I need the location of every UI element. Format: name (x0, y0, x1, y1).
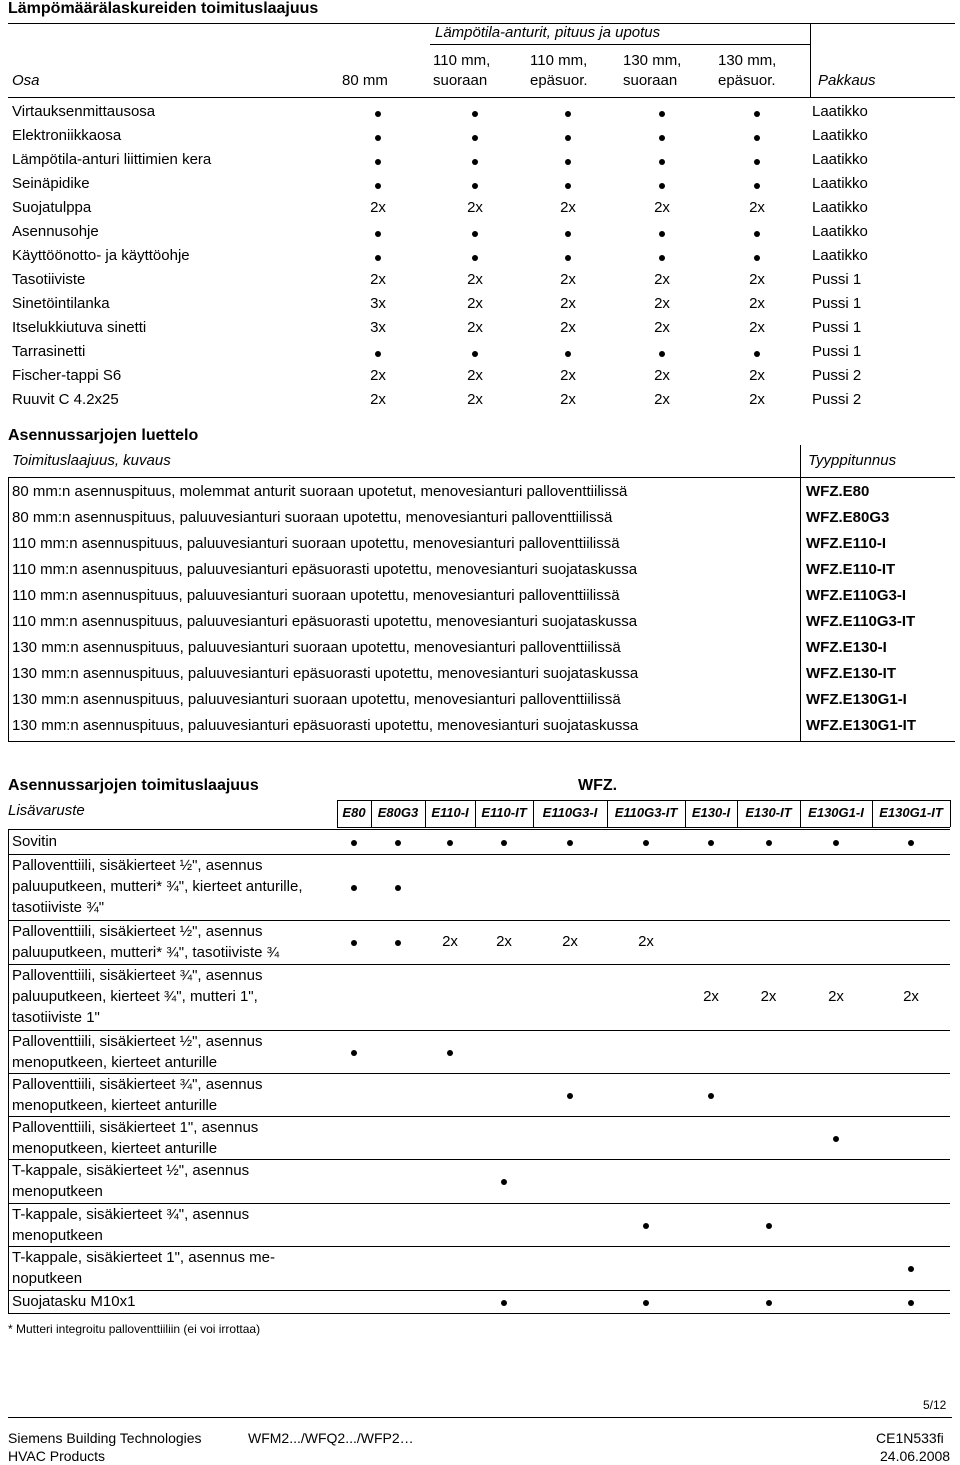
sensor-col-header-line2: suoraan (433, 72, 488, 89)
type-header-divider (737, 800, 738, 827)
included-bullet (351, 1050, 357, 1056)
included-bullet (351, 940, 357, 946)
quantity-value: 2x (654, 319, 670, 336)
sensor-col-header-line2: epäsuor. (530, 72, 588, 89)
sensor-col-header-line1: 130 mm, (623, 52, 682, 69)
type-header-divider (337, 800, 338, 827)
type-col-header: E130-IT (745, 805, 792, 820)
quantity-value: 2x (638, 933, 654, 950)
accessory-description: Palloventtiili, sisäkierteet 1", asennus menoputkeen, kierteet anturille (12, 1119, 259, 1157)
part-name: Itselukkiutuva sinetti (12, 319, 147, 336)
included-bullet (375, 351, 381, 357)
kit-type-code: WFZ.E110G3-IT (806, 613, 916, 630)
type-col-header: E130G1-IT (879, 805, 943, 820)
quantity-value: 2x (560, 319, 576, 336)
included-bullet (708, 840, 714, 846)
kit-description: 80 mm:n asennuspituus, molemmat anturit suoraan upotetut, menovesianturi palloventtiilissä (12, 483, 628, 500)
included-bullet (754, 111, 760, 117)
kit-description: 130 mm:n asennuspituus, paluuvesianturi epäsuorasti upotettu, menovesianturi suojataskussa (12, 717, 639, 734)
included-bullet (659, 351, 665, 357)
row-rule (8, 1313, 950, 1314)
included-bullet (351, 885, 357, 891)
included-bullet (501, 1179, 507, 1185)
section3-left-border (8, 829, 9, 1313)
section2-header-rule (8, 477, 955, 478)
type-header-divider (685, 800, 686, 827)
included-bullet (501, 840, 507, 846)
kit-type-code: WFZ.E130G1-I (806, 691, 907, 708)
included-bullet (395, 840, 401, 846)
type-col-header: E130G1-I (808, 805, 864, 820)
sensor-group-header: Lämpötila-anturit, pituus ja upotus (435, 24, 661, 41)
section3-title: Asennussarjojen toimituslaajuus (8, 777, 259, 794)
package-value: Laatikko (812, 127, 868, 144)
kit-type-code: WFZ.E110-IT (806, 561, 896, 578)
included-bullet (754, 231, 760, 237)
group-header-rule (430, 44, 810, 45)
col-pakkaus-header: Pakkaus (818, 72, 876, 89)
kit-description: 130 mm:n asennuspituus, paluuvesianturi suoraan upotettu, menovesianturi palloventtiilissä (12, 691, 621, 708)
quantity-value: 2x (467, 295, 483, 312)
sensor-col-header-line2: epäsuor. (718, 72, 776, 89)
accessory-description: Palloventtiili, sisäkierteet ½", asennus paluuputkeen, mutteri* ¾", tasotiiviste ¾ (12, 923, 280, 961)
included-bullet (754, 351, 760, 357)
quantity-value: 2x (654, 391, 670, 408)
part-name: Suojatulppa (12, 199, 92, 216)
quantity-value: 2x (749, 367, 765, 384)
package-value: Pussi 1 (812, 319, 862, 336)
kit-description: 80 mm:n asennuspituus, paluuvesianturi suoraan upotettu, menovesianturi palloventtiilissä (12, 509, 613, 526)
kit-description: 110 mm:n asennuspituus, paluuvesianturi epäsuorasti upotettu, menovesianturi suojataskussa (12, 561, 638, 578)
included-bullet (565, 111, 571, 117)
quantity-value: 2x (560, 391, 576, 408)
package-value: Laatikko (812, 175, 868, 192)
included-bullet (447, 840, 453, 846)
col-osa-header: Osa (12, 72, 40, 89)
part-name: Tarrasinetti (12, 343, 86, 360)
header-divider (810, 23, 811, 97)
kit-type-code: WFZ.E110G3-I (806, 587, 907, 604)
included-bullet (643, 840, 649, 846)
accessory-description: Palloventtiili, sisäkierteet ¾", asennus menoputkeen, kierteet anturille (12, 1076, 263, 1114)
quantity-value: 2x (560, 199, 576, 216)
accessory-description: T-kappale, sisäkierteet 1", asennus me-noputkeen (12, 1249, 275, 1287)
part-name: Lämpötila-anturi liittimien kera (12, 151, 212, 168)
package-value: Pussi 1 (812, 343, 862, 360)
type-header-divider (950, 800, 951, 827)
included-bullet (659, 159, 665, 165)
part-name: Elektroniikkaosa (12, 127, 122, 144)
included-bullet (472, 231, 478, 237)
included-bullet (375, 159, 381, 165)
quantity-value: 2x (749, 199, 765, 216)
package-value: Laatikko (812, 199, 868, 216)
quantity-value: 2x (654, 367, 670, 384)
footer-rule (8, 1417, 952, 1418)
part-name: Seinäpidike (12, 175, 90, 192)
quantity-value: 3x (370, 319, 386, 336)
quantity-value: 2x (654, 295, 670, 312)
kit-type-code: WFZ.E80 (806, 483, 870, 500)
accessory-description: Palloventtiili, sisäkierteet ¾", asennus paluuputkeen, kierteet ¾", mutteri 1", tasotiiviste 1" (12, 967, 263, 1026)
quantity-value: 2x (749, 271, 765, 288)
included-bullet (754, 183, 760, 189)
quantity-value: 2x (370, 391, 386, 408)
section2-left-border (8, 477, 9, 742)
included-bullet (395, 885, 401, 891)
kit-description: 130 mm:n asennuspituus, paluuvesianturi epäsuorasti upotettu, menovesianturi suojataskussa (12, 665, 639, 682)
kit-type-code: WFZ.E130-IT (806, 665, 897, 682)
header-bottom-rule (8, 97, 955, 98)
quantity-value: 2x (467, 391, 483, 408)
quantity-value: 2x (749, 295, 765, 312)
quantity-value: 2x (903, 988, 919, 1005)
page-number: 5/12 (923, 1398, 947, 1412)
sensor-col-header-line1: 110 mm, (530, 52, 588, 69)
included-bullet (447, 1050, 453, 1056)
type-col-header: E110-IT (481, 805, 527, 820)
footer-date: 24.06.2008 (880, 1448, 951, 1464)
included-bullet (565, 231, 571, 237)
included-bullet (472, 255, 478, 261)
included-bullet (501, 1300, 507, 1306)
quantity-value: 2x (749, 319, 765, 336)
type-col-header: E110G3-IT (614, 805, 678, 820)
included-bullet (754, 255, 760, 261)
col-type-header: Tyyppitunnus (808, 452, 897, 469)
accessory-description: Palloventtiili, sisäkierteet ½", asennus paluuputkeen, mutteri* ¾", kierteet anturille, tasotiiviste ¾" (12, 857, 303, 916)
included-bullet (643, 1300, 649, 1306)
included-bullet (908, 1266, 914, 1272)
included-bullet (833, 840, 839, 846)
type-header-divider (872, 800, 873, 827)
package-value: Pussi 1 (812, 295, 862, 312)
kit-description: 110 mm:n asennuspituus, paluuvesianturi epäsuorasti upotettu, menovesianturi suojataskussa (12, 613, 638, 630)
accessory-description: T-kappale, sisäkierteet ¾", asennus menoputkeen (12, 1206, 250, 1244)
included-bullet (766, 1223, 772, 1229)
quantity-value: 2x (467, 199, 483, 216)
sensor-col-header-line2: suoraan (623, 72, 678, 89)
quantity-value: 2x (828, 988, 844, 1005)
kit-type-code: WFZ.E80G3 (806, 509, 890, 526)
wfz-label: WFZ. (578, 777, 618, 794)
included-bullet (375, 111, 381, 117)
quantity-value: 2x (442, 933, 458, 950)
sensor-col-header: 80 mm (342, 72, 388, 89)
footer-product: WFM2.../WFQ2.../WFP2… (248, 1430, 414, 1446)
quantity-value: 3x (370, 295, 386, 312)
package-value: Laatikko (812, 151, 868, 168)
quantity-value: 2x (467, 319, 483, 336)
kit-type-code: WFZ.E130-I (806, 639, 887, 656)
quantity-value: 2x (560, 271, 576, 288)
included-bullet (375, 255, 381, 261)
quantity-value: 2x (749, 391, 765, 408)
included-bullet (395, 940, 401, 946)
package-value: Laatikko (812, 247, 868, 264)
included-bullet (708, 1093, 714, 1099)
col-desc-header: Toimituslaajuus, kuvaus (12, 452, 171, 469)
sensor-col-header-line1: 110 mm, (433, 52, 491, 69)
package-value: Laatikko (812, 223, 868, 240)
package-value: Pussi 2 (812, 391, 862, 408)
type-header-divider (533, 800, 534, 827)
type-col-header: E110G3-I (542, 805, 598, 820)
section1-title: Lämpömäärälaskureiden toimituslaajuus (8, 0, 319, 17)
quantity-value: 2x (496, 933, 512, 950)
quantity-value: 2x (370, 367, 386, 384)
kit-description: 110 mm:n asennuspituus, paluuvesianturi suoraan upotettu, menovesianturi palloventtiilissä (12, 535, 620, 552)
package-value: Laatikko (812, 103, 868, 120)
footnote: * Mutteri integroitu palloventtiiliin (ei voi irrottaa) (8, 1322, 261, 1336)
included-bullet (659, 231, 665, 237)
included-bullet (565, 159, 571, 165)
included-bullet (908, 840, 914, 846)
sensor-col-header-line1: 130 mm, (718, 52, 777, 69)
package-value: Pussi 1 (812, 271, 862, 288)
included-bullet (565, 183, 571, 189)
included-bullet (565, 135, 571, 141)
included-bullet (659, 183, 665, 189)
section2-divider (800, 445, 801, 742)
included-bullet (766, 1300, 772, 1306)
included-bullet (375, 135, 381, 141)
type-header-top-rule (337, 800, 950, 801)
included-bullet (908, 1300, 914, 1306)
included-bullet (472, 351, 478, 357)
included-bullet (567, 840, 573, 846)
included-bullet (565, 351, 571, 357)
type-header-divider (607, 800, 608, 827)
accessory-description: Suojatasku M10x1 (12, 1293, 136, 1310)
quantity-value: 2x (654, 271, 670, 288)
section3-top-rule (8, 829, 950, 830)
part-name: Fischer-tappi S6 (12, 367, 122, 384)
type-header-bottom-rule (337, 827, 950, 828)
type-col-header: E80 (342, 805, 366, 820)
part-name: Asennusohje (12, 223, 99, 240)
kit-description: 130 mm:n asennuspituus, paluuvesianturi suoraan upotettu, menovesianturi palloventtiilissä (12, 639, 621, 656)
quantity-value: 2x (654, 199, 670, 216)
included-bullet (351, 840, 357, 846)
included-bullet (567, 1093, 573, 1099)
included-bullet (833, 1136, 839, 1142)
part-name: Sinetöintilanka (12, 295, 110, 312)
included-bullet (754, 159, 760, 165)
type-col-header: E130-I (691, 805, 731, 820)
included-bullet (472, 111, 478, 117)
quantity-value: 2x (760, 988, 777, 1005)
included-bullet (659, 135, 665, 141)
quantity-value: 2x (467, 271, 483, 288)
accessory-description: Sovitin (12, 833, 58, 850)
included-bullet (375, 231, 381, 237)
type-col-header: E110-I (431, 805, 469, 820)
footer-doc-id: CE1N533fi (876, 1430, 944, 1446)
part-name: Ruuvit C 4.2x25 (12, 391, 119, 408)
quantity-value: 2x (703, 988, 719, 1005)
kit-description: 110 mm:n asennuspituus, paluuvesianturi suoraan upotettu, menovesianturi palloventtiilissä (12, 587, 620, 604)
part-name: Virtauksenmittausosa (12, 103, 156, 120)
included-bullet (565, 255, 571, 261)
included-bullet (472, 135, 478, 141)
kit-type-code: WFZ.E130G1-IT (806, 717, 917, 734)
kit-type-code: WFZ.E110-I (806, 535, 887, 552)
included-bullet (375, 183, 381, 189)
included-bullet (472, 159, 478, 165)
type-header-divider (371, 800, 372, 827)
quantity-value: 2x (467, 367, 483, 384)
footer-company: Siemens Building Technologies (8, 1430, 202, 1446)
footer-division: HVAC Products (8, 1448, 105, 1464)
accessory-description: T-kappale, sisäkierteet ½", asennus menoputkeen (12, 1162, 250, 1200)
included-bullet (754, 135, 760, 141)
included-bullet (766, 840, 772, 846)
type-col-header: E80G3 (377, 805, 419, 820)
included-bullet (659, 111, 665, 117)
included-bullet (472, 183, 478, 189)
quantity-value: 2x (370, 199, 386, 216)
quantity-value: 2x (562, 933, 578, 950)
col-accessory-header: Lisävaruste (8, 802, 85, 819)
accessory-description: Palloventtiili, sisäkierteet ½", asennus menoputkeen, kierteet anturille (12, 1033, 263, 1071)
type-header-divider (475, 800, 476, 827)
part-name: Käyttöönotto- ja käyttöohje (12, 247, 190, 264)
quantity-value: 2x (560, 367, 576, 384)
package-value: Pussi 2 (812, 367, 862, 384)
section2-title: Asennussarjojen luettelo (8, 427, 199, 444)
included-bullet (659, 255, 665, 261)
quantity-value: 2x (560, 295, 576, 312)
type-header-divider (800, 800, 801, 827)
type-header-divider (425, 800, 426, 827)
quantity-value: 2x (370, 271, 386, 288)
part-name: Tasotiiviste (12, 271, 86, 288)
included-bullet (643, 1223, 649, 1229)
section2-bottom-rule (8, 741, 955, 742)
